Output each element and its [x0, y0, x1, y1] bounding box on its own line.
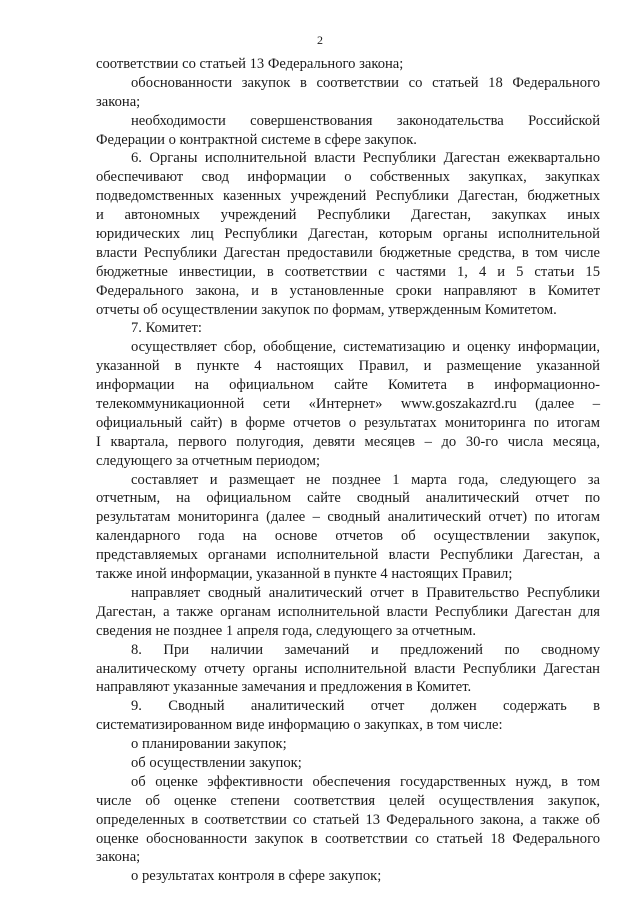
text-line: систематизированном виде информацию о закупках, в том числе: — [96, 717, 503, 734]
text-line: также иной информации, указанной в пункте 4 настоящих Правил; — [96, 566, 513, 583]
text-line: подведомственных казенных учреждений Республики Дагестан, бюджетных — [96, 188, 600, 205]
text-line: направляют указанные замечания и предложения в Комитет. — [96, 679, 472, 696]
text-line: оценке обоснованности закупок в соответствии со статьей 18 Федерального — [96, 830, 600, 847]
text-line: обоснованности закупок в соответствии со статьей 18 Федерального — [131, 74, 600, 91]
page-number: 2 — [317, 33, 323, 47]
text-line: 8. При наличии замечаний и предложений по сводному — [131, 641, 600, 658]
text-line: Федерации о контрактной системе в сфере закупок. — [96, 131, 417, 148]
text-line: официальный сайт) в форме отчетов о результатах мониторинга по итогам — [96, 414, 600, 431]
text-line: о планировании закупок; — [131, 736, 287, 753]
text-line: Дагестан, а также органам исполнительной власти Республики Дагестан для — [96, 603, 600, 620]
document-text — [96, 55, 600, 886]
text-line: телекоммуникационной сети «Интернет» www.goszakazrd.ru (далее – — [96, 396, 600, 413]
text-line: представляемых органами исполнительной власти Республики Дагестан, а — [96, 547, 600, 564]
text-line: 7. Комитет: — [131, 320, 202, 337]
text-line: юридических лиц Республики Дагестан, которым органы исполнительной — [96, 226, 600, 243]
text-line: результатам мониторинга (далее – сводный аналитический отчет) по итогам — [96, 509, 600, 526]
text-line: необходимости совершенствования законодательства Российской — [131, 112, 600, 129]
text-line: 6. Органы исполнительной власти Республики Дагестан ежеквартально — [131, 150, 600, 167]
text-line: календарного года на основе отчетов об осуществлении закупок, — [96, 528, 600, 545]
text-line: отчеты об осуществлении закупок по формам, утвержденным Комитетом. — [96, 301, 557, 318]
text-line: составляет и размещает не позднее 1 марта года, следующего за — [131, 471, 600, 488]
text-line: власти Республики Дагестан предоставили бюджетные средства, в том числе — [96, 244, 600, 261]
text-line: об оценке эффективности обеспечения государственных нужд, в том — [131, 773, 600, 790]
text-line: Федерального закона, и в установленные сроки направляют в Комитет — [96, 282, 600, 299]
text-line: отчетным, на официальном сайте сводный аналитический отчет по — [96, 490, 600, 507]
text-line: осуществляет сбор, обобщение, систематизацию и оценку информации, — [131, 339, 600, 356]
text-line: числе об оценке степени соответствия целей осуществления закупок, — [96, 792, 600, 809]
text-line: I квартала, первого полугодия, девяти месяцев – до 30-го числа месяца, — [96, 433, 600, 450]
text-line: указанной в пункте 4 настоящих Правил, и размещение указанной — [96, 358, 600, 375]
text-line: закона; — [96, 93, 141, 110]
text-line: об осуществлении закупок; — [131, 754, 302, 771]
text-line: и автономных учреждений Республики Дагестан, закупках иных — [96, 207, 600, 224]
text-line: 9. Сводный аналитический отчет должен содержать в — [131, 698, 600, 715]
text-line: бюджетные инвестиции, в соответствии с частями 1, 4 и 5 статьи 15 — [96, 263, 600, 280]
text-line: закона; — [96, 849, 141, 866]
text-line: о результатах контроля в сфере закупок; — [131, 868, 382, 885]
text-line: соответствии со статьей 13 Федерального закона; — [96, 56, 404, 72]
text-line: определенных в соответствии со статьей 13 Федерального закона, а также об — [96, 811, 600, 828]
text-line: обеспечивают свод информации о собственных закупках, закупках — [96, 169, 600, 186]
text-line: аналитическому отчету органы исполнительной власти Республики Дагестан — [96, 660, 600, 677]
text-line: направляет сводный аналитический отчет в Правительство Республики — [131, 584, 600, 601]
text-line: сведения не позднее 1 апреля года, следующего за отчетным. — [96, 622, 477, 639]
text-line: информации на официальном сайте Комитета в информационно- — [96, 377, 600, 394]
text-line: следующего за отчетным периодом; — [96, 452, 321, 469]
